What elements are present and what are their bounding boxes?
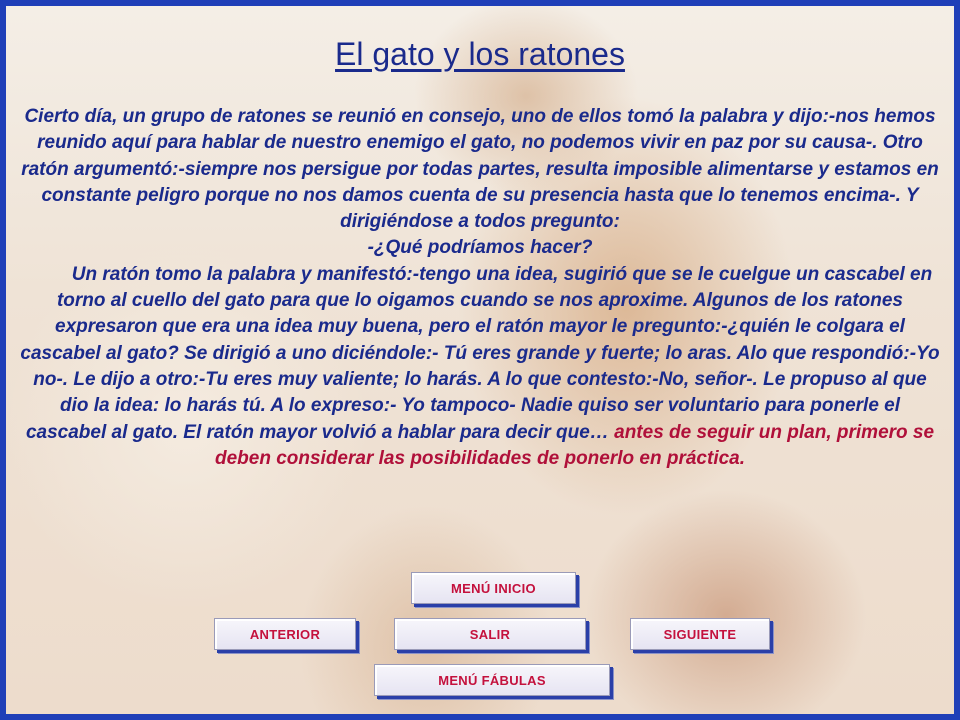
- moral-text: antes de seguir un plan, primero se deben considerar las posibilidades de ponerlo en práctica.: [214, 421, 935, 469]
- story-paragraph-2: [20, 262, 940, 472]
- menu-inicio-button[interactable]: MENÚ INICIO: [411, 572, 576, 604]
- anterior-button[interactable]: ANTERIOR: [214, 618, 356, 650]
- menu-fabulas-button[interactable]: MENÚ FÁBULAS: [374, 664, 610, 696]
- siguiente-button[interactable]: SIGUIENTE: [630, 618, 770, 650]
- salir-button[interactable]: SALIR: [394, 618, 586, 650]
- story-paragraph-1: Cierto día, un grupo de ratones se reunió en consejo, uno de ellos tomó la palabra y dijo:-nos hemos reunido aquí para hablar de nuestro enemigo el gato, no podemos vivir en paz por su causa-. Otro ratón argumentó:-siempre nos persigue por todas partes, resulta imposible alimentarse y estamos en constante peligro porque no nos damos cuenta de su presencia hasta que lo tenemos encima-. Y dirigiéndose a todos pregunto:: [21, 106, 939, 233]
- story-paragraph-2-text: Un ratón tomo la palabra y manifestó:-tengo una idea, sugirió que se le cuelgue un cascabel en torno al cuello del gato para que lo oigamos cuando se nos aproxime. Algunos de los ratones expresaron que era una idea muy buena, pero el ratón mayor le pregunto:-¿quién le colgara el cascabel al gato? Se dirigió a uno diciéndole:- Tú eres grande y fuerte; lo aras. Alo que respondió:-Yo no-. Le dijo a otro:-Tu eres muy valiente; lo harás. A lo que contesto:-No, señor-. Le propuso al que dio la idea: lo harás tú. A lo expreso:- Yo tampoco- Nadie quiso ser voluntario para ponerle el cascabel al gato. El ratón mayor volvió a hablar para decir que…: [20, 263, 940, 443]
- page-title: El gato y los ratones: [335, 36, 625, 72]
- fable-text: [20, 104, 940, 472]
- story-question: -¿Qué podríamos hacer?: [367, 237, 593, 259]
